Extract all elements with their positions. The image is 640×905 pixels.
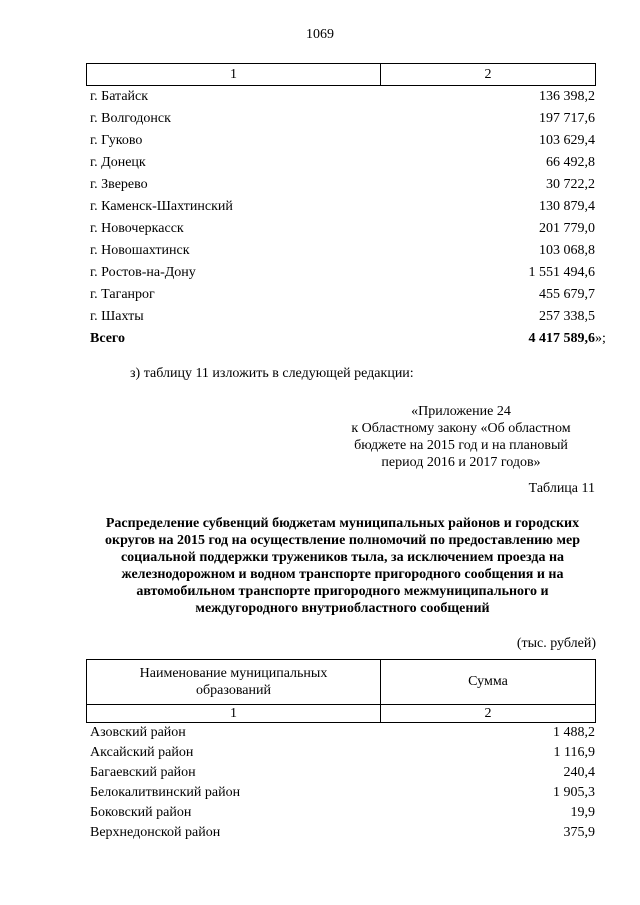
table-row: [90, 218, 595, 240]
table1-col2-header: 2: [484, 66, 492, 82]
row-value: 130 879,4: [539, 199, 595, 214]
table2-sum-header: Сумма: [468, 674, 508, 689]
title-line: социальной поддержки тружеников тыла, за исключением проезда на: [120, 550, 565, 565]
title-line: округов на 2015 год на осуществление полномочий по предоставлению мер: [105, 533, 580, 548]
table1-header: [86, 63, 596, 86]
name-header-line: Наименование муниципальных: [139, 666, 328, 681]
row-name: г. Гуково: [90, 133, 143, 148]
row-name: Верхнедонской район: [90, 825, 221, 840]
table-label: Таблица 11: [528, 481, 595, 496]
row-value: 375,9: [563, 825, 595, 840]
table2-col2-header: 2: [484, 705, 492, 721]
row-name: Багаевский район: [90, 765, 196, 780]
row-name: Белокалитвинский район: [90, 785, 241, 800]
title-line: автомобильном транспорте пригородного межмуниципального и: [136, 584, 549, 599]
row-name: г. Таганрог: [90, 287, 155, 302]
appendix-line: бюджете на 2015 год и на плановый: [354, 438, 568, 453]
table-total-row: [90, 328, 606, 350]
table-row: [90, 262, 595, 284]
row-value: 197 717,6: [539, 111, 595, 126]
row-value: 1 116,9: [553, 745, 595, 760]
appendix-block: [330, 403, 592, 471]
row-name: Азовский район: [90, 725, 186, 740]
row-value: 136 398,2: [539, 89, 595, 104]
row-name: г. Новочеркасск: [90, 221, 184, 236]
table1-body: [90, 86, 606, 350]
row-name: г. Шахты: [90, 309, 144, 324]
row-name: Боковский район: [90, 805, 192, 820]
total-label: Всего: [90, 331, 125, 346]
table-row: [90, 763, 595, 783]
table-row: [90, 174, 595, 196]
table2-body: [90, 723, 595, 843]
row-name: г. Ростов-на-Дону: [90, 265, 196, 280]
row-value: 19,9: [570, 805, 595, 820]
row-value: 1 905,3: [553, 785, 595, 800]
row-value: 103 068,8: [539, 243, 595, 258]
appendix-line: период 2016 и 2017 годов»: [381, 455, 541, 470]
row-name: г. Батайск: [90, 89, 149, 104]
title-line: междугородного внутриобластного сообщений: [195, 601, 490, 616]
table-row: [90, 196, 595, 218]
table-title: [70, 515, 615, 617]
table-row: [90, 723, 595, 743]
table-row: [90, 284, 595, 306]
appendix-line: к Областному закону «Об областном: [351, 421, 571, 436]
row-name: г. Зверево: [90, 177, 148, 192]
row-name: г. Донецк: [90, 155, 146, 170]
row-value: 201 779,0: [539, 221, 595, 236]
table-row: [90, 86, 595, 108]
title-line: железнодорожном и водном транспорте пригородного сообщения и на: [121, 567, 564, 582]
row-name: г. Каменск-Шахтинский: [90, 199, 233, 214]
table-row: [90, 240, 595, 262]
row-value: 257 338,5: [539, 309, 595, 324]
total-value: [528, 331, 606, 347]
row-value: 66 492,8: [546, 155, 595, 170]
table-row: [90, 743, 595, 763]
table-row: [90, 108, 595, 130]
total-amount: 4 417 589,6: [528, 331, 595, 346]
name-header-line: образований: [196, 683, 271, 698]
row-name: г. Волгодонск: [90, 111, 171, 126]
table2-col1-header: 1: [230, 705, 237, 721]
title-line: Распределение субвенций бюджетам муниципальных районов и городских: [105, 516, 580, 531]
instruction-text: з) таблицу 11 изложить в следующей редакции:: [130, 366, 414, 381]
row-value: 103 629,4: [539, 133, 595, 148]
row-value: 1 488,2: [553, 725, 595, 740]
table-row: [90, 783, 595, 803]
row-value: 455 679,7: [539, 287, 595, 302]
table2-header: [86, 659, 596, 723]
page-number: 1069: [306, 27, 334, 42]
table1-col1-header: 1: [230, 66, 237, 82]
row-name: г. Новошахтинск: [90, 243, 190, 258]
row-name: Аксайский район: [90, 745, 194, 760]
units-label: (тыс. рублей): [516, 636, 596, 651]
appendix-line: «Приложение 24: [411, 404, 511, 419]
row-value: 30 722,2: [546, 177, 595, 192]
table-row: [90, 823, 595, 843]
table-row: [90, 306, 595, 328]
table2-name-header: [87, 660, 380, 704]
table-row: [90, 130, 595, 152]
table-row: [90, 803, 595, 823]
row-value: 1 551 494,6: [528, 265, 595, 280]
row-value: 240,4: [563, 765, 595, 780]
total-suffix: »;: [595, 331, 606, 346]
table-row: [90, 152, 595, 174]
